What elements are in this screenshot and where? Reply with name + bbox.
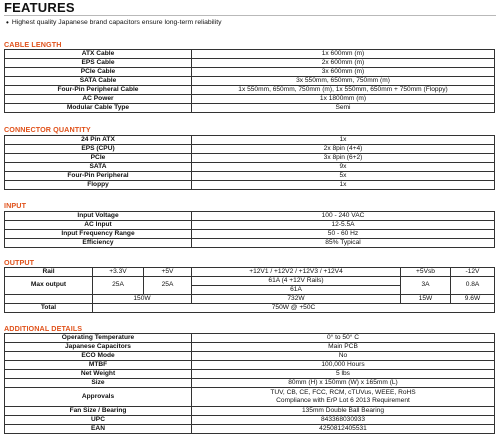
max-5vsb: 3A [401,277,451,295]
row-value: 1x [192,181,495,190]
row-label: Size [5,379,192,388]
row-value: 1x [192,136,495,145]
rail-label: Rail [5,268,93,277]
max-5v: 25A [144,277,192,295]
table-row [5,77,495,86]
row-label: Net Weight [5,370,192,379]
row-label: Four-Pin Peripheral Cable [5,86,192,95]
table-row [5,104,495,113]
wattage-combined: 150W [93,295,192,304]
input-table [4,211,495,248]
feature-bullet [6,18,222,27]
table-row [5,145,495,154]
approvals-row [5,388,495,407]
table-row [5,163,495,172]
row-value: 85% Typical [192,239,495,248]
section-heading-connector-quantity: CONNECTOR QUANTITY [4,125,91,134]
table-row [5,416,495,425]
table-row [5,230,495,239]
wattage-5vsb: 15W [401,295,451,304]
max-output-label: Max output [5,277,93,295]
row-label: Four-Pin Peripheral [5,172,192,181]
table-row [5,379,495,388]
row-value: 5x [192,172,495,181]
table-row [5,50,495,59]
approvals-line-1: TUV, CB, CE, FCC, RCM, cTUVus, WEEE, RoHS [270,389,416,397]
wattage-row [5,295,495,304]
row-label: ATX Cable [5,50,192,59]
table-row [5,352,495,361]
row-value: Semi [192,104,495,113]
row-label: PCIe [5,154,192,163]
row-label: SATA Cable [5,77,192,86]
table-row [5,86,495,95]
table-row [5,221,495,230]
row-label: Japanese Capacitors [5,343,192,352]
total-value: 750W @ +50C [93,304,495,313]
title-divider [4,15,496,16]
table-row [5,68,495,77]
row-value: 12-5.5A [192,221,495,230]
feature-text: Highest quality Japanese brand capacitors ensure long-term reliability [11,19,222,26]
rail-3v3: +3.3V [93,268,144,277]
max-neg12v: 0.8A [451,277,495,295]
wattage-neg12v: 9.6W [451,295,495,304]
row-label: EPS Cable [5,59,192,68]
table-row [5,370,495,379]
row-label: AC Input [5,221,192,230]
row-value: 1x 550mm, 650mm, 750mm (m), 1x 550mm, 650mm + 750mm (Floppy) [192,86,495,95]
row-label: Floppy [5,181,192,190]
table-row [5,59,495,68]
table-row [5,425,495,434]
wattage-12v: 732W [192,295,401,304]
row-value: 2x 8pin (4+4) [192,145,495,154]
row-value: 2x 600mm (m) [192,59,495,68]
table-row [5,343,495,352]
connector-quantity-table [4,135,495,190]
row-label: AC Power [5,95,192,104]
row-value: 100 - 240 VAC [192,212,495,221]
rail-5v: +5V [144,268,192,277]
max-output-row [5,277,495,286]
max-3v3: 25A [93,277,144,295]
row-value: Main PCB [192,343,495,352]
total-label: Total [5,304,93,313]
row-label: PCIe Cable [5,68,192,77]
table-row [5,239,495,248]
row-value: 100,000 Hours [192,361,495,370]
row-label: Modular Cable Type [5,104,192,113]
row-label: 24 Pin ATX [5,136,192,145]
row-label: Operating Temperature [5,334,192,343]
table-row [5,172,495,181]
rail-header-row [5,268,495,277]
bullet-dot-icon: • [6,18,9,27]
total-row [5,304,495,313]
row-label: Efficiency [5,239,192,248]
table-row [5,334,495,343]
row-label: Input Voltage [5,212,192,221]
row-label: MTBF [5,361,192,370]
table-row [5,154,495,163]
section-heading-additional-details: ADDITIONAL DETAILS [4,324,83,333]
row-value: 843368030933 [192,416,495,425]
row-value: 3x 8pin (6+2) [192,154,495,163]
wattage-blank [5,295,93,304]
rail-neg12v: -12V [451,268,495,277]
approvals-value [192,388,495,407]
row-label: Fan Size / Bearing [5,407,192,416]
section-heading-input: INPUT [4,201,27,210]
output-table [4,267,495,313]
table-row [5,212,495,221]
rail-5vsb: +5Vsb [401,268,451,277]
section-heading-cable-length: CABLE LENGTH [4,40,62,49]
row-value: No [192,352,495,361]
row-label: Input Frequency Range [5,230,192,239]
row-value: 3x 550mm, 650mm, 750mm (m) [192,77,495,86]
approvals-line-2: Compliance with ErP Lot 6 2013 Requirement [276,397,410,404]
section-heading-output: OUTPUT [4,258,35,267]
row-label: EAN [5,425,192,434]
row-label: UPC [5,416,192,425]
table-row [5,136,495,145]
row-value: 0° to 50° C [192,334,495,343]
row-value: 9x [192,163,495,172]
table-row [5,361,495,370]
row-value: 135mm Double Ball Bearing [192,407,495,416]
row-label: SATA [5,163,192,172]
rail-12v: +12V1 / +12V2 / +12V3 / +12V4 [192,268,401,277]
cable-length-table [4,49,495,113]
row-value: 80mm (H) x 150mm (W) x 165mm (L) [192,379,495,388]
row-value: 1x 600mm (m) [192,50,495,59]
row-value: 3x 600mm (m) [192,68,495,77]
additional-details-table [4,333,495,434]
row-value: 1x 1800mm (m) [192,95,495,104]
row-value: 50 - 60 Hz [192,230,495,239]
max-12v-line2: 61A [192,286,401,295]
table-row [5,181,495,190]
page-title: FEATURES [4,0,75,15]
max-12v-line1: 61A (4 +12V Rails) [192,277,401,286]
row-label: EPS (CPU) [5,145,192,154]
table-row [5,95,495,104]
approvals-label: Approvals [5,388,192,407]
row-value: 4250812405531 [192,425,495,434]
table-row [5,407,495,416]
row-label: ECO Mode [5,352,192,361]
row-value: 5 lbs [192,370,495,379]
